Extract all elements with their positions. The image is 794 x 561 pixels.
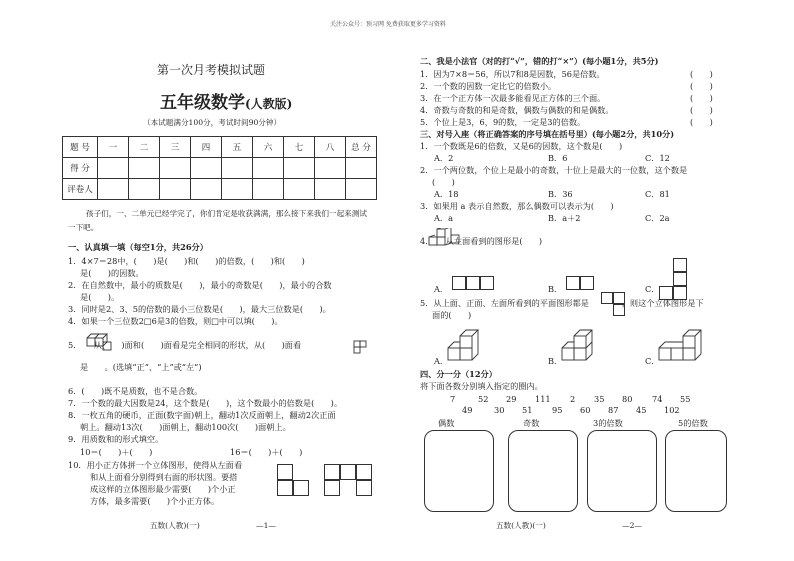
grid-square (340, 464, 356, 480)
q9-equation-2: 16＝( )＋( ) (230, 447, 303, 457)
grid-square (673, 272, 687, 286)
sort-intro: 将下面各数分别填入指定的圈内。 (420, 381, 543, 391)
q1-line-1: 1．4×7＝28中，( )是( )和( )的倍数，( )和( ) (68, 256, 305, 266)
grid-square (324, 464, 340, 480)
q5-line-1: 5． 从( )面和( )面看是完全相同的形状，从( )面看 (68, 340, 302, 350)
section-1-title: 一、认真填一填（每空1分，共26分） (68, 242, 208, 252)
choice-4-option-a[interactable]: A． (434, 284, 449, 294)
grader-cell[interactable] (98, 179, 129, 200)
choice-1-option-c[interactable]: C．12 (645, 153, 670, 163)
q4: 4．如果一个三位数2□6是3的倍数，则□中可以填( )。 (68, 316, 283, 326)
category-label-odd: 奇数 (523, 418, 540, 428)
score-table (62, 136, 377, 200)
grader-row (63, 179, 377, 200)
score-cell[interactable] (191, 158, 222, 179)
q10-line-4: 方体，最多需要( )个小正方体。 (90, 496, 220, 506)
judge-4: 4．奇数与奇数的和是奇数，偶数与偶数的和是偶数。 (420, 105, 614, 115)
score-table-header (63, 137, 377, 158)
category-label-multiple-of-3: 3的倍数 (593, 418, 623, 428)
q9-equation-1: 10＝( )＋( ) (80, 447, 153, 457)
category-label-even: 偶数 (438, 418, 455, 428)
q7: 7．一个数的最大因数是24，这个数是( )，这个数最小的倍数是( )。 (68, 398, 343, 408)
exam-title: 第一次月考模拟试题 (157, 63, 266, 77)
choice-2-line-2: ( ) (432, 177, 455, 187)
choice-4-solid-figure-icon (428, 228, 464, 252)
score-header-cell: 八 (315, 137, 346, 158)
score-header-cell: 四 (191, 137, 222, 158)
even-answer-box[interactable] (424, 430, 494, 512)
grader-cell[interactable] (191, 179, 222, 200)
choice-4-option-c[interactable]: C． (645, 284, 660, 294)
grid-square (466, 276, 480, 290)
score-header-cell: 六 (253, 137, 284, 158)
choice-1-option-b[interactable]: B．6 (548, 153, 568, 163)
number-item: 95 (552, 405, 563, 415)
grid-square (580, 276, 594, 290)
q1-line-2: 是( )的因数。 (80, 268, 144, 278)
category-label-multiple-of-5: 5的倍数 (678, 418, 708, 428)
score-header-cell: 题 号 (63, 137, 98, 158)
choice-5-option-b[interactable]: B． (548, 356, 563, 366)
multiple-of-5-answer-box[interactable] (665, 430, 727, 512)
q2-line-2: 是( )。 (80, 292, 120, 302)
grader-cell[interactable] (315, 179, 346, 200)
number-item: 80 (622, 394, 633, 404)
grid-square (356, 480, 372, 496)
grid-square (324, 480, 340, 496)
grid-square (277, 480, 293, 496)
number-item: 51 (522, 405, 533, 415)
grid-square (480, 276, 494, 290)
q5-answer-shape-icon (353, 340, 367, 354)
score-cell[interactable] (222, 158, 253, 179)
edition-label: (人教版) (245, 97, 293, 111)
q2-line-1: 2．在自然数中，最小的质数是( )，最小的奇数是( )，最小的合数 (68, 280, 332, 290)
choice-5-line-1: 5．从上面、正面、左面所看到的平面图形都是 ，则这个立体图形是下 (420, 298, 704, 308)
q10-line-2: 和从上面看分别得到右面的形状图。要搭 (90, 472, 238, 482)
judge-5-answer[interactable]: ( ) (690, 117, 713, 127)
score-cell[interactable] (315, 158, 346, 179)
score-header-cell: 一 (98, 137, 129, 158)
grader-cell[interactable] (129, 179, 160, 200)
q5-line-2: 是 。(选填“正”、“上”或“左”) (80, 362, 202, 372)
time-note: （本试题满分100分，考试时间90分钟） (143, 118, 282, 127)
right-footer-page: —2— (622, 521, 643, 530)
number-item: 60 (580, 405, 591, 415)
grid-square (452, 276, 466, 290)
number-item: 74 (652, 394, 663, 404)
q10-line-3: 成这样的立体图形最少需要( )个小正 (90, 484, 236, 494)
judge-2: 2．一个数的因数一定比它的倍数小。 (420, 81, 557, 91)
q10-line-1: 10．用小正方体拼一个立体图形，使得从左面看 (68, 460, 243, 470)
grid-square (566, 276, 580, 290)
number-item: 45 (636, 405, 647, 415)
number-item: 35 (594, 394, 605, 404)
number-item: 87 (608, 405, 619, 415)
q9: 9．用质数和的形式填空。 (68, 434, 164, 444)
intro-line-2: 一下吧。 (68, 223, 99, 232)
score-header-cell: 五 (222, 137, 253, 158)
number-item: 102 (664, 405, 680, 415)
grader-cell[interactable] (222, 179, 253, 200)
score-header-cell: 三 (160, 137, 191, 158)
grader-row-label: 评卷人 (63, 179, 98, 200)
q8-line-1: 8．一枚五角的硬币，正面(数字面)朝上，翻动1次反面朝上，翻动2次正面 (68, 410, 336, 420)
section-4-title: 四、分一分（12分） (420, 369, 497, 379)
number-item: 55 (680, 394, 691, 404)
q3: 3．同时是2、3、5的倍数的最小三位数是( )，最大三位数是( )。 (68, 304, 331, 314)
number-item: 29 (506, 394, 517, 404)
section-2-title: 二、我是小法官（对的打“√”，错的打“×”）(每小题1分，共5分) (420, 56, 659, 66)
section-3-title: 三、对号入座（将正确答案的序号填在括号里）(每小题2分，共10分) (420, 129, 675, 139)
score-cell[interactable] (129, 158, 160, 179)
choice-5-option-c[interactable]: C． (645, 356, 660, 366)
left-footer-label: 五数(人教)(一) (150, 521, 200, 530)
q8-line-2: 朝上。翻动13次( )面朝上，翻动100次( )面朝上。 (80, 422, 291, 432)
number-item: 30 (494, 405, 505, 415)
intro-line-1: 孩子们，一、二单元已经学完了，你们肯定是收获满满，那么接下来我们一起来测试 (86, 209, 367, 218)
odd-answer-box[interactable] (508, 430, 578, 512)
score-cell[interactable] (253, 158, 284, 179)
choice-3-option-b[interactable]: B．a＋2 (548, 213, 581, 223)
choice-5-option-b-solid-icon (560, 326, 606, 366)
number-item: 111 (535, 394, 551, 404)
judge-1: 1．因为7×8＝56，所以7和8是因数，56是倍数。 (420, 69, 605, 79)
grader-cell[interactable] (160, 179, 191, 200)
choice-1-option-a[interactable]: A．2 (434, 153, 454, 163)
judge-2-answer[interactable]: ( ) (690, 81, 713, 91)
choice-3-option-c[interactable]: C．2a (645, 213, 670, 223)
grader-cell[interactable] (346, 179, 377, 200)
choice-5-option-a[interactable]: A． (434, 356, 449, 366)
score-header-cell: 总 分 (346, 137, 377, 158)
subject-name: 五年级数学 (160, 93, 245, 113)
choice-5-line-2: 面的( ) (432, 310, 472, 320)
header-note: 关注公众号：预习网 免费获取更多学习资料 (330, 21, 446, 28)
choice-4-option-b[interactable]: B． (548, 284, 563, 294)
number-item: 52 (478, 394, 489, 404)
choice-2-option-b[interactable]: B．36 (548, 189, 573, 199)
choice-5-option-c-solid-icon (657, 326, 703, 366)
score-row-label: 得 分 (63, 158, 98, 179)
grid-square (601, 292, 613, 304)
number-item: 2 (570, 394, 576, 404)
score-row (63, 158, 377, 179)
grader-cell[interactable] (253, 179, 284, 200)
grader-cell[interactable] (284, 179, 315, 200)
choice-5-option-a-solid-icon (446, 326, 492, 366)
score-cell[interactable] (160, 158, 191, 179)
judge-3-answer[interactable]: ( ) (690, 93, 713, 103)
grid-square (673, 258, 687, 272)
grid-square (293, 480, 309, 496)
judge-5: 5．个位上是3，6，9的数，一定是3的倍数。 (420, 117, 586, 127)
choice-2-option-c[interactable]: C．81 (645, 189, 670, 199)
grid-square (613, 304, 625, 316)
score-cell[interactable] (284, 158, 315, 179)
choice-1: 1．一个数既是6的倍数，又是6的因数，这个数是( ) (420, 141, 623, 151)
judge-3: 3．在一个正方体一次最多能看见正方体的三个面。 (420, 93, 606, 103)
score-header-cell: 七 (284, 137, 315, 158)
right-footer-label: 五数(人教)(一) (496, 521, 546, 530)
left-footer-page: —1— (256, 521, 277, 530)
number-item: 7 (450, 394, 456, 404)
choice-2-line-1: 2．一个两位数，个位上是最小的奇数，十位上是最大的一位数，这个数是 (420, 165, 688, 175)
subject-title (160, 88, 292, 113)
score-header-cell: 二 (129, 137, 160, 158)
q6: 6．( )既不是质数，也不是合数。 (68, 386, 203, 396)
q5-solid-figure-icon (86, 331, 114, 351)
number-item: 49 (462, 405, 473, 415)
grid-square (277, 464, 293, 480)
grid-square (356, 464, 372, 480)
grid-square (613, 292, 625, 304)
score-cell[interactable] (98, 158, 129, 179)
multiple-of-3-answer-box[interactable] (587, 430, 657, 512)
choice-3-option-a[interactable]: A．a (434, 213, 453, 223)
choice-2-option-a[interactable]: A．18 (434, 189, 459, 199)
choice-4: 4． 从左面看到的图形是( ) (420, 236, 543, 246)
judge-4-answer[interactable]: ( ) (690, 105, 713, 115)
score-cell[interactable] (346, 158, 377, 179)
judge-1-answer[interactable]: ( ) (690, 69, 713, 79)
choice-3: 3．如果用 a 表示自然数，那么偶数可以表示为( ) (420, 201, 614, 211)
